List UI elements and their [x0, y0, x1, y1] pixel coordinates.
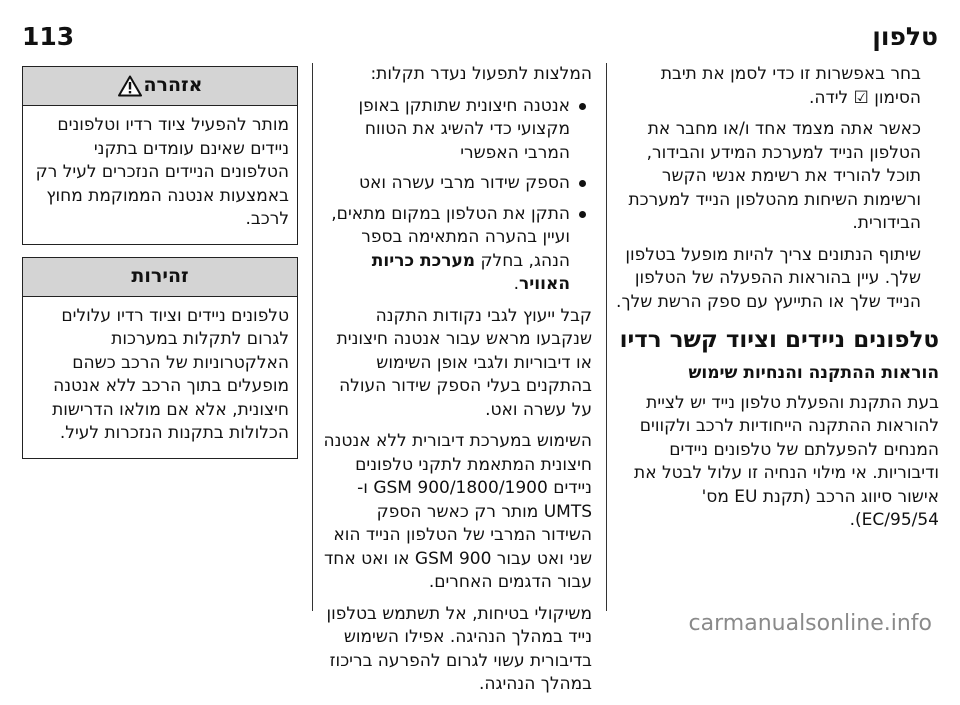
middle-column [322, 63, 592, 705]
right-paragraph-1: בחר באפשרות זו כדי לסמן את תיבת הסימון ☑ לידה. [660, 64, 921, 108]
middle-paragraph-2: השימוש במערכת דיבורית ללא אנטנה חיצונית המתאמת לתקני טלפונים ניידים GSM 900/1800/1900 ו-UMTS מותר רק כאשר הספק השידור המרבי של הטלפון הנייד הוא שני ואט עבור GSM 900 או ואט אחד עבור הדגמים האחרים. [323, 431, 592, 592]
watermark: carmanualsonline.info [688, 611, 932, 636]
section-heading: טלפונים ניידים וציוד קשר רדיו [619, 327, 939, 353]
bullet-icon [579, 211, 586, 218]
bullet-icon [579, 180, 586, 187]
sub-heading: הוראות ההתקנה והנחיות שימוש [688, 363, 939, 383]
page-number: 113 [22, 22, 75, 51]
middle-intro: המלצות לתפעול נעדר תקלות: [370, 64, 592, 84]
caution-header [23, 258, 297, 297]
left-column [22, 66, 298, 471]
warning-triangle-icon [118, 75, 142, 97]
middle-paragraph-1: קבל ייעוץ לגבי נקודות התקנה שנקבעו מראש עבור אנטנה חיצונית או דיבוריות ולגבי אופן השימוש בהתקנים בעלי הספק שידור העולה על עשרה ואט. [336, 305, 592, 420]
right-column [614, 63, 939, 541]
warning-title: אזהרה [143, 74, 203, 97]
caution-body: טלפונים ניידים וציוד רדיו עלולים לגרום לתקלות במערכות האלקטרוניות של הרכב כשהם מופעלים בתוך הרכב ללא אנטנה חיצונית, אלא אם מולאו הדרישות הכלולות בתקנות הנזכרות לעיל. [52, 305, 289, 443]
page-header [0, 0, 960, 62]
right-paragraph-4: בעת התקנת והפעלת טלפון נייד יש לציית להוראות ההתקנה הייחודיות לרכב ולקווים המנחים להפעלתם של טלפונים ניידים ודיבוריות. אי מילוי הנחיה זו עלול לבטל את אישור סיווג הרכב (תקנת EU מס' 95/54/EC). [634, 392, 939, 530]
recommendations-list [322, 95, 592, 297]
list-item-end: . [513, 274, 520, 294]
bullet-icon [579, 103, 586, 110]
warning-box [22, 66, 298, 245]
column-divider [312, 63, 313, 611]
airbag-system-term: מערכת כריות האוויר [371, 250, 570, 294]
column-divider [606, 63, 607, 611]
caution-title: זהירות [131, 264, 189, 287]
right-paragraph-3: שיתוף הנתונים צריך להיות מופעל בטלפון שלך. עיין בהוראות ההפעלה של הטלפון הנייד שלך או התייעץ עם ספק הרשת שלך. [616, 244, 921, 312]
middle-paragraph-3: משיקולי בטיחות, אל תשתמש בטלפון נייד במהלך הנהיגה. אפילו השימוש בדיבורית עשוי לגרום להפרעה בריכוז במהלך הנהיגה. [326, 603, 592, 694]
right-paragraph-2: כאשר אתה מצמד אחד ו/או מחבר את הטלפון הנייד למערכת המידע והבידור, תוכל להוריד את רשימת אנשי הקשר ורשימות השיחות מהטלפון הנייד למערכת הבידורית. [628, 119, 921, 233]
list-item [322, 172, 592, 196]
warning-body: מותר להפעיל ציוד רדיו וטלפונים ניידים שאינם עומדים בתקני הטלפונים הניידים הנזכרים לעיל רק באמצעות אנטנה הממוקמת מחוץ לרכב. [35, 115, 289, 229]
caution-box [22, 257, 298, 459]
list-item-text: הספק שידור מרבי עשרה ואט [359, 173, 570, 193]
warning-header [23, 67, 297, 106]
page-title: טלפון [872, 22, 938, 51]
list-item-text: התקן את הטלפון במקום מתאים, ועיין בהערה המתאימה בספר הנהג, בחלק [331, 203, 570, 271]
list-item-text: אנטנה חיצונית שתותקן באופן מקצועי כדי להשיג את הטווח המרבי האפשרי [358, 95, 570, 163]
list-item [322, 95, 592, 166]
list-item [322, 203, 592, 297]
